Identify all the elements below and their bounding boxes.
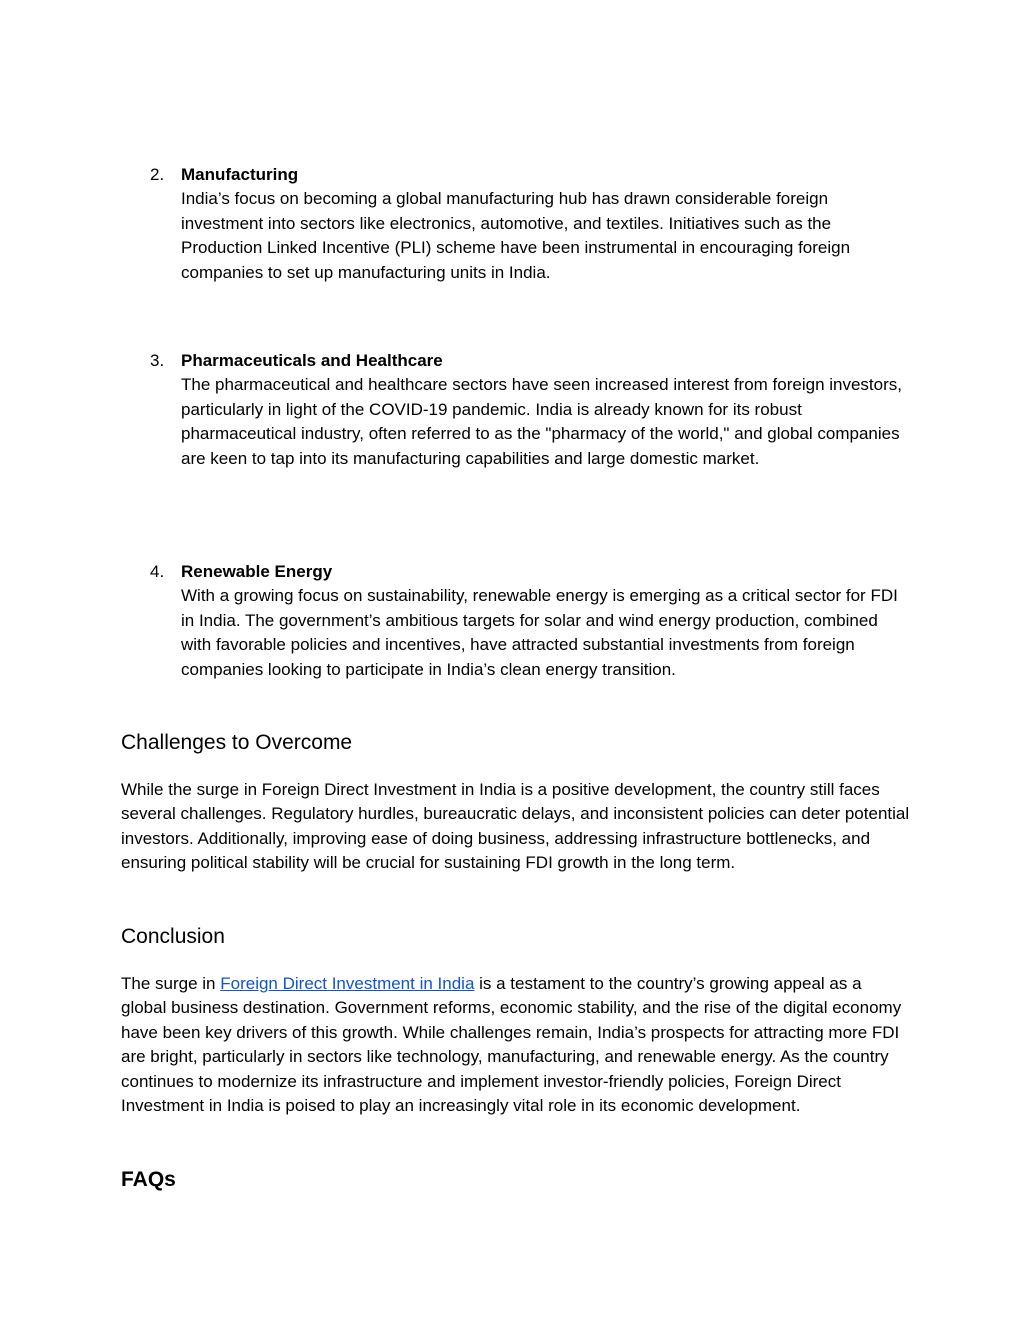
list-number: 4.	[150, 562, 165, 581]
sector-description: The pharmaceutical and healthcare sectors have seen increased interest from foreign investors, particularly in light of the COVID-19 pandemic. India is already known for its robust pharmaceutical industry, often referred to as the "pharmacy of the world," and global companies are keen to tap into its manufacturing capabilities and large domestic market.	[181, 375, 902, 468]
sector-title: Renewable Energy	[181, 562, 333, 581]
fdi-india-link[interactable]: Foreign Direct Investment in India	[220, 974, 475, 993]
sector-description: With a growing focus on sustainability, renewable energy is emerging as a critical sector for FDI in India. The government’s ambitious targets for solar and wind energy production, combined with favorable policies and incentives, have attracted substantial investments from foreign companies looking to participate in India’s clean energy transition.	[181, 586, 898, 679]
faqs-heading: FAQs	[121, 1168, 176, 1191]
list-number: 3.	[150, 351, 165, 370]
sector-item-pharmaceuticals	[150, 349, 910, 471]
conclusion-heading: Conclusion	[121, 925, 225, 948]
challenges-heading: Challenges to Overcome	[121, 731, 353, 754]
sector-item-renewable-energy	[150, 560, 910, 682]
sector-item-manufacturing	[150, 163, 910, 285]
list-number: 2.	[150, 165, 165, 184]
conclusion-text-before: The surge in	[121, 974, 221, 993]
conclusion-paragraph	[121, 972, 911, 1118]
challenges-paragraph: While the surge in Foreign Direct Investment in India is a positive development, the country still faces several challenges. Regulatory hurdles, bureaucratic delays, and inconsistent policies can deter potential investors. Additionally, improving ease of doing business, addressing infrastructure bottlenecks, and ensuring political stability will be crucial for sustaining FDI growth in the long term.	[121, 780, 910, 873]
sector-description: India’s focus on becoming a global manufacturing hub has drawn considerable foreign investment into sectors like electronics, automotive, and textiles. Initiatives such as the Production Linked Incentive (PLI) scheme have been instrumental in encouraging foreign companies to set up manufacturing units in India.	[181, 189, 851, 282]
conclusion-text-after: is a testament to the country’s growing appeal as a global business destination. Government reforms, economic stability, and the rise of the digital economy have been key drivers of this growth. While challenges remain, India’s prospects for attracting more FDI are bright, particularly in sectors like technology, manufacturing, and renewable energy. As the country continues to modernize its infrastructure and implement investor-friendly policies, Foreign Direct Investment in India is poised to play an increasingly vital role in its economic development.	[121, 974, 902, 1116]
sector-title: Manufacturing	[181, 165, 299, 184]
sector-title: Pharmaceuticals and Healthcare	[181, 351, 443, 370]
